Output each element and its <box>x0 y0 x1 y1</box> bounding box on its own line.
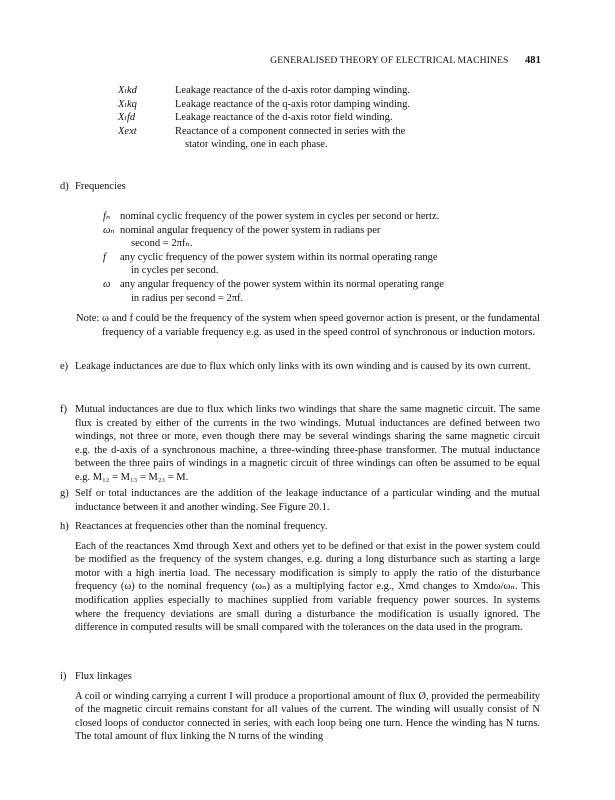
symbol-row <box>118 111 478 125</box>
symbol-definition: Leakage reactance of the d-axis rotor field winding. <box>175 112 393 124</box>
section-title: Flux linkages <box>75 671 132 682</box>
reactance-symbol-list <box>118 84 478 152</box>
note-block <box>76 312 540 339</box>
symbol-row-continuation <box>118 138 478 152</box>
symbol-definition: Leakage reactance of the d-axis rotor damping winding. <box>175 85 410 96</box>
note-text: ω and f could be the frequency of the system when speed governor action is present, or the fundamental frequency of a variable frequency e.g. as used in the speed control of synchronous or induction motors. <box>102 313 540 338</box>
section-text: Leakage inductances are due to flux which only links with its own winding and is caused by its own current. <box>75 361 531 372</box>
symbol-row <box>118 84 478 98</box>
frequency-list <box>103 210 523 305</box>
symbol: Xext <box>118 125 137 137</box>
section-label: d) <box>60 181 69 192</box>
frequency-definition-continuation: second = 2πfₙ. <box>131 238 193 250</box>
section-label: g) <box>60 488 69 499</box>
frequency-definition-continuation: in radius per second = 2πf. <box>131 292 244 304</box>
frequency-item <box>103 210 523 224</box>
section-i <box>60 670 540 744</box>
symbol: Xₗkd <box>118 85 137 96</box>
section-label: f) <box>60 404 67 415</box>
section-g <box>60 487 540 514</box>
section-label: h) <box>60 521 69 532</box>
section-title: Reactances at frequencies other than the nominal frequency. <box>75 521 328 532</box>
section-h <box>60 520 540 635</box>
symbol: Xₗkq <box>118 98 137 110</box>
frequency-symbol: f <box>103 251 106 263</box>
frequency-item <box>103 224 523 238</box>
symbol-row <box>118 125 478 139</box>
section-text: Mutual inductances are due to flux which links two windings that share the same magnetic circuit. The same flux is created by either of the currents in the two windings. Mutual inductances are defined between two windings, not three or more, even though there may be several windings sharing the same magnetic circuit e.g. the d-axis of a synchronous machine, a three-winding three-phase transformer. The mutual inductance between the three pairs of windings in a magnetic circuit of three windings can often be assumed to be equal e.g. M₁₂ = M₁₃ = M₂₃ = M. <box>75 404 540 483</box>
frequency-symbol: ω <box>103 278 111 290</box>
section-e <box>60 360 540 374</box>
section-f <box>60 403 540 485</box>
frequency-item <box>103 278 523 292</box>
frequency-definition-continuation: in cycles per second. <box>131 265 219 277</box>
frequency-definition: nominal angular frequency of the power system in radians per <box>120 224 381 236</box>
frequency-definition: any angular frequency of the power system within its normal operating range <box>120 278 444 290</box>
section-d <box>60 180 540 194</box>
section-label: e) <box>60 361 69 372</box>
page-number: 481 <box>524 55 541 66</box>
symbol-definition: Reactance of a component connected in series with the <box>175 125 406 137</box>
section-text: A coil or winding carrying a current I will produce a proportional amount of flux Ø, provided the permeability of the magnetic circuit remains constant for all values of the current. The winding will usually consist of N closed loops of conductor connected in series, with each loop being one turn. Hence the winding has N turns. The total amount of flux linking the N turns of the winding <box>75 690 540 743</box>
section-text: Each of the reactances Xmd through Xext and others yet to be defined or that exist in the power system could be modified as the frequency of the system changes, e.g. during a long disturbance such as starting a large motor with a high inertia load. The necessary modification is simply to apply the ratio of the disturbance frequency (ω) to the nominal frequency (ωₙ) as a multiplying factor e.g., Xmd changes to Xmdω/ωₙ. This modification applies especially to machines supplied from variable frequency power sources. In systems where the frequency deviations are small during a disturbance the modification is usually ignored. The difference in computed results will be small compared with the tolerances on the data used in the program. <box>75 540 540 634</box>
header-title: GENERALISED THEORY OF ELECTRICAL MACHINES <box>270 55 509 66</box>
frequency-symbol: fₙ <box>103 211 111 222</box>
frequency-symbol: ωₙ <box>103 224 115 236</box>
frequency-definition: any cyclic frequency of the power system within its normal operating range <box>120 251 438 263</box>
section-title: Frequencies <box>75 181 126 192</box>
frequency-definition: nominal cyclic frequency of the power system in cycles per second or hertz. <box>120 211 440 222</box>
note-label: Note: <box>76 313 100 324</box>
section-label: i) <box>60 671 67 682</box>
symbol-definition: Leakage reactance of the q-axis rotor damping winding. <box>175 98 410 110</box>
frequency-item <box>103 251 523 265</box>
running-header <box>0 54 541 68</box>
section-text: Self or total inductances are the addition of the leakage inductance of a particular winding and the mutual inductance between it and another winding. See Figure 20.1. <box>75 488 540 513</box>
symbol: Xₗfd <box>118 112 136 124</box>
symbol-definition-continuation: stator winding, one in each phase. <box>185 139 328 151</box>
symbol-row <box>118 98 478 112</box>
